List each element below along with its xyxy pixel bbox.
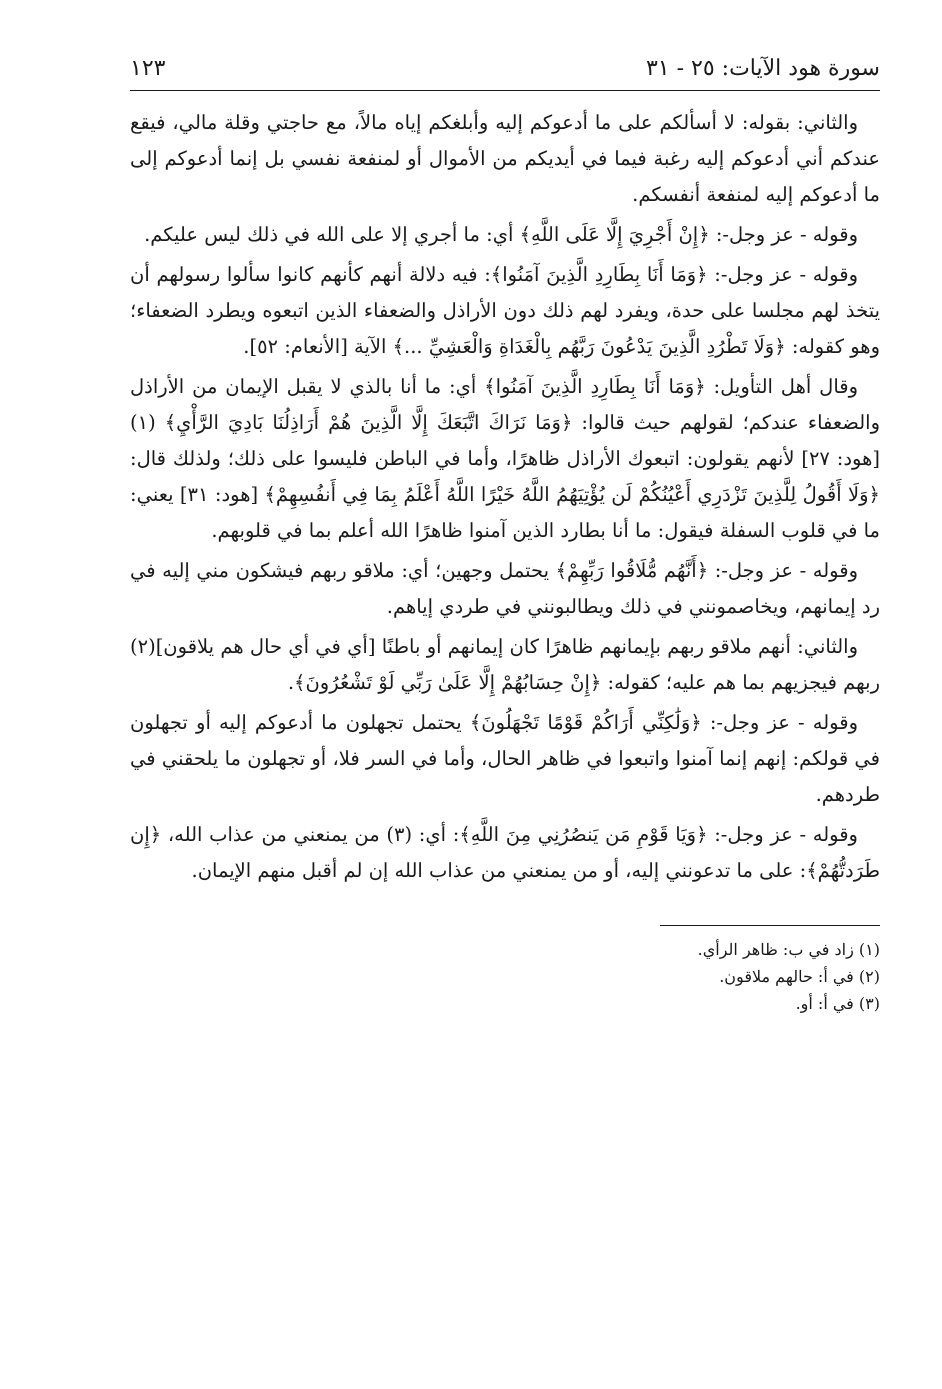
page-header	[130, 52, 880, 91]
paragraph: وقوله - عز وجل-: ﴿وَلَٰكِنِّي أَرَاكُمْ قَوْمًا تَجْهَلُونَ﴾ يحتمل تجهلون ما أدعوكم إليه أو تجهلون في قولكم: إنهم إنما آمنوا واتبعوا في ظاهر الحال، وأما في السر فلا، أو تجهلون ما يلحقني في طردهم.	[130, 711, 880, 806]
paragraph: وقوله - عز وجل-: ﴿إِنْ أَجْرِيَ إِلَّا عَلَى اللَّهِ﴾ أي: ما أجري إلا على الله في ذلك ليس عليكم.	[144, 223, 858, 246]
footnote-divider	[660, 925, 880, 926]
footnote: (١) زاد في ب: ظاهر الرأي.	[697, 940, 880, 959]
footnotes	[130, 936, 880, 1017]
running-title: سورة هود الآيات: ٢٥ - ٣١	[645, 56, 880, 81]
paragraph: والثاني: بقوله: لا أسألكم على ما أدعوكم إليه وأبلغكم إياه مالاً، مع حاجتي وقلة مالي، فيقع عندكم أني أدعوكم إليه رغبة فيما في أيديكم من الأموال أو لمنفعة نفسي بل إنما أدعوكم إلى ما أدعوكم إليه لمنفعة أنفسكم.	[130, 111, 880, 206]
footnote: (٣) في أ: أو.	[795, 994, 880, 1013]
paragraph: وقوله - عز وجل-: ﴿وَمَا أَنَا بِطَارِدِ الَّذِينَ آمَنُوا﴾: فيه دلالة أنهم كأنهم كانوا سألوا رسولهم أن يتخذ لهم مجلسا على حدة، ويفرد لهم ذلك دون الأراذل والضعفاء الذين اتبعوه ويطرد الضعفاء؛ وهو كقوله: ﴿وَلَا تَطْرُدِ الَّذِينَ يَدْعُونَ رَبَّهُم بِالْغَدَاةِ وَالْعَشِيِّ ...﴾ الآية [الأنعام: ٥٢].	[130, 263, 881, 358]
main-text	[130, 105, 880, 889]
paragraph: وقوله - عز وجل-: ﴿وَيَا قَوْمِ مَن يَنصُرُنِي مِنَ اللَّهِ﴾: أي: (٣) من يمنعني من عذاب الله، ﴿إِن طَرَدتُّهُمْ﴾: على ما تدعونني إليه، أو من يمنعني من عذاب الله إن لم أقبل منهم الإيمان.	[130, 823, 880, 882]
paragraph: والثاني: أنهم ملاقو ربهم بإيمانهم ظاهرًا كان إيمانهم أو باطنًا [أي في أي حال هم يلاقون](٢) ربهم فيجزيهم بما هم عليه؛ كقوله: ﴿إِنْ حِسَابُهُمْ إِلَّا عَلَىٰ رَبِّي لَوْ تَشْعُرُونَ﴾.	[130, 635, 880, 694]
paragraph: وقال أهل التأويل: ﴿وَمَا أَنَا بِطَارِدِ الَّذِينَ آمَنُوا﴾ أي: ما أنا بالذي لا يقبل الإيمان من الأراذل والضعفاء عندكم؛ لقولهم حيث قالوا: ﴿وَمَا نَرَاكَ اتَّبَعَكَ إِلَّا الَّذِينَ هُمْ أَرَاذِلُنَا بَادِيَ الرَّأْيِ﴾ (١) [هود: ٢٧] لأنهم يقولون: اتبعوك الأراذل ظاهرًا، وأما في الباطن فليسوا على ذلك؛ ولذلك قال: ﴿وَلَا أَقُولُ لِلَّذِينَ تَزْدَرِي أَعْيُنُكُمْ لَن يُؤْتِيَهُمُ اللَّهُ خَيْرًا اللَّهُ أَعْلَمُ بِمَا فِي أَنفُسِهِمْ﴾ [هود: ٣١] يعني: ما في قلوب السفلة فيقول: ما أنا بطارد الذين آمنوا ظاهرًا الله أعلم بما في قلوبهم.	[130, 375, 880, 542]
book-page	[130, 52, 880, 1359]
page-number: ١٢٣	[130, 56, 166, 81]
paragraph: وقوله - عز وجل-: ﴿أَنَّهُم مُّلَاقُوا رَبِّهِمْ﴾ يحتمل وجهين؛ أي: ملاقو ربهم فيشكون مني إليه في رد إيمانهم، ويخاصمونني في ذلك ويطالبونني في طردي إياهم.	[130, 559, 880, 618]
footnote: (٢) في أ: حالهم ملاقون.	[719, 967, 880, 986]
